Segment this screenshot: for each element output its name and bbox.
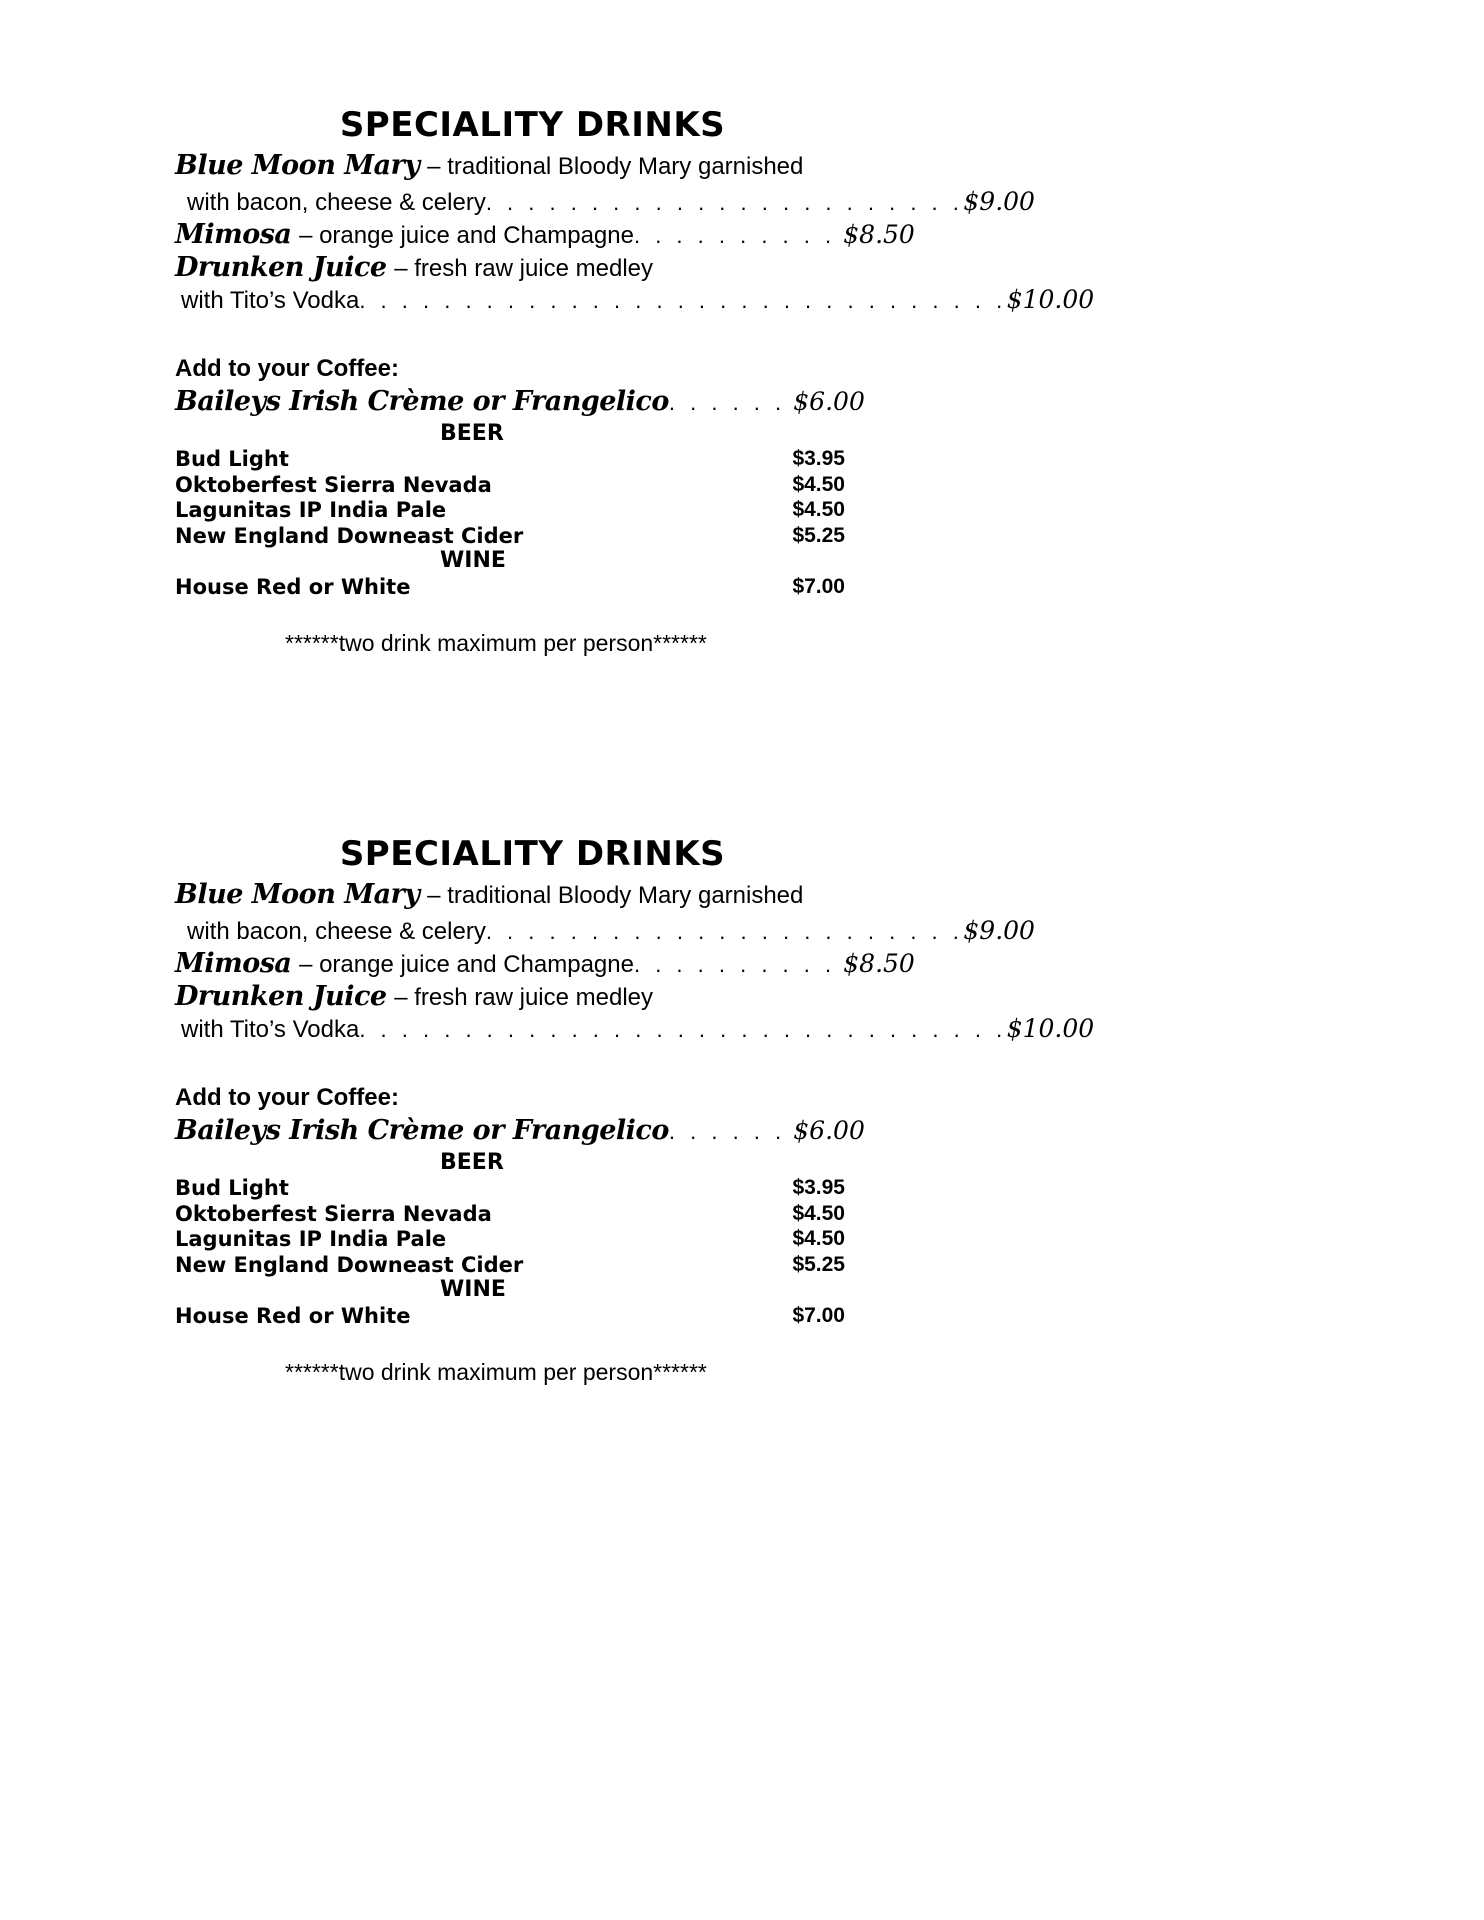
drink-name: Drunken Juice <box>175 252 387 283</box>
drink-price: $8.50 <box>843 220 915 249</box>
drink-price: $9.00 <box>963 916 1035 945</box>
drink-price: $10.00 <box>1006 1014 1095 1043</box>
leader-dots: . . . . . . . . . . . . . . . . . . . . . . . . . . . . . . . <box>359 1017 1007 1042</box>
beer-name: Bud Light <box>175 1176 289 1200</box>
drink-name: Drunken Juice <box>175 981 387 1012</box>
menu-block <box>175 100 1095 660</box>
beer-price: $3.95 <box>792 1176 845 1199</box>
beer-price: $4.50 <box>792 498 845 521</box>
coffee-heading: Add to your Coffee: <box>175 355 399 382</box>
wine-name: House Red or White <box>175 1304 411 1328</box>
coffee-price: $6.00 <box>793 1116 865 1145</box>
drink-description: with bacon, cheese & celery <box>187 189 486 216</box>
drink-price: $8.50 <box>843 949 915 978</box>
drink-name: Blue Moon Mary <box>175 150 420 181</box>
beer-name: Bud Light <box>175 447 289 471</box>
drink-description: with bacon, cheese & celery <box>187 918 486 945</box>
drink-description: – traditional Bloody Mary garnished <box>427 882 804 909</box>
drink-description: with Tito’s Vodka <box>181 1016 360 1043</box>
beer-heading: BEER <box>440 1150 504 1175</box>
wine-price: $7.00 <box>792 575 845 598</box>
coffee-line <box>175 386 865 419</box>
drink-description: – fresh raw juice medley <box>394 984 654 1011</box>
drink-description: – orange juice and Champagne <box>299 951 634 978</box>
menu-block <box>175 829 1095 1389</box>
beer-price: $5.25 <box>792 524 845 547</box>
drink-line-blue-moon-mary-2 <box>187 915 1035 948</box>
drink-price: $9.00 <box>963 187 1035 216</box>
beer-name: New England Downeast Cider <box>175 524 524 548</box>
drink-price: $10.00 <box>1006 285 1095 314</box>
beer-price: $3.95 <box>792 447 845 470</box>
beer-heading: BEER <box>440 421 504 446</box>
drink-line-blue-moon-mary <box>175 879 803 912</box>
wine-price: $7.00 <box>792 1304 845 1327</box>
drink-line-drunken-juice <box>175 981 653 1014</box>
leader-dots: . . . . . . . . . . <box>633 952 836 977</box>
beer-row <box>175 473 845 499</box>
wine-heading: WINE <box>440 1277 506 1302</box>
coffee-heading: Add to your Coffee: <box>175 1084 399 1111</box>
coffee-item: Baileys Irish Crème or Frangelico <box>175 386 669 417</box>
drink-description: – traditional Bloody Mary garnished <box>427 153 804 180</box>
drink-description: with Tito’s Vodka <box>181 287 360 314</box>
coffee-item: Baileys Irish Crème or Frangelico <box>175 1115 669 1146</box>
drink-line-mimosa <box>175 948 915 981</box>
beer-row <box>175 498 845 524</box>
drink-limit-note: ******two drink maximum per person****** <box>285 1359 707 1385</box>
leader-dots: . . . . . . . . . . . . . . . . . . . . . . . <box>485 919 964 944</box>
drink-name: Blue Moon Mary <box>175 879 420 910</box>
beer-name: New England Downeast Cider <box>175 1253 524 1277</box>
beer-price: $4.50 <box>792 1202 845 1225</box>
drink-line-blue-moon-mary <box>175 150 803 183</box>
beer-row <box>175 1202 845 1228</box>
drink-description: – fresh raw juice medley <box>394 255 654 282</box>
drink-line-mimosa <box>175 219 915 252</box>
wine-row <box>175 575 845 601</box>
leader-dots: . . . . . . <box>668 390 786 415</box>
beer-name: Lagunitas IP India Pale <box>175 498 447 522</box>
drink-line-drunken-juice-2 <box>181 284 1094 317</box>
beer-row <box>175 1227 845 1253</box>
coffee-price: $6.00 <box>793 387 865 416</box>
wine-heading: WINE <box>440 548 506 573</box>
menu-title: SPECIALITY DRINKS <box>339 105 726 145</box>
beer-price: $4.50 <box>792 1227 845 1250</box>
beer-name: Oktoberfest Sierra Nevada <box>175 473 492 497</box>
drink-name: Mimosa <box>175 948 292 979</box>
drink-line-drunken-juice <box>175 252 653 285</box>
beer-row <box>175 1176 845 1202</box>
leader-dots: . . . . . . . . . . . . . . . . . . . . . . . . . . . . . . . <box>359 288 1007 313</box>
wine-name: House Red or White <box>175 575 411 599</box>
drink-limit-note: ******two drink maximum per person****** <box>285 630 707 656</box>
leader-dots: . . . . . . . . . . <box>633 223 836 248</box>
beer-price: $4.50 <box>792 473 845 496</box>
menu-title: SPECIALITY DRINKS <box>339 834 726 874</box>
beer-row <box>175 1253 845 1279</box>
coffee-line <box>175 1115 865 1148</box>
drink-name: Mimosa <box>175 219 292 250</box>
beer-row <box>175 447 845 473</box>
beer-price: $5.25 <box>792 1253 845 1276</box>
beer-name: Oktoberfest Sierra Nevada <box>175 1202 492 1226</box>
beer-name: Lagunitas IP India Pale <box>175 1227 447 1251</box>
leader-dots: . . . . . . <box>668 1119 786 1144</box>
drink-line-drunken-juice-2 <box>181 1013 1094 1046</box>
drink-description: – orange juice and Champagne <box>299 222 634 249</box>
drink-line-blue-moon-mary-2 <box>187 186 1035 219</box>
wine-row <box>175 1304 845 1330</box>
leader-dots: . . . . . . . . . . . . . . . . . . . . . . . <box>485 190 964 215</box>
beer-row <box>175 524 845 550</box>
